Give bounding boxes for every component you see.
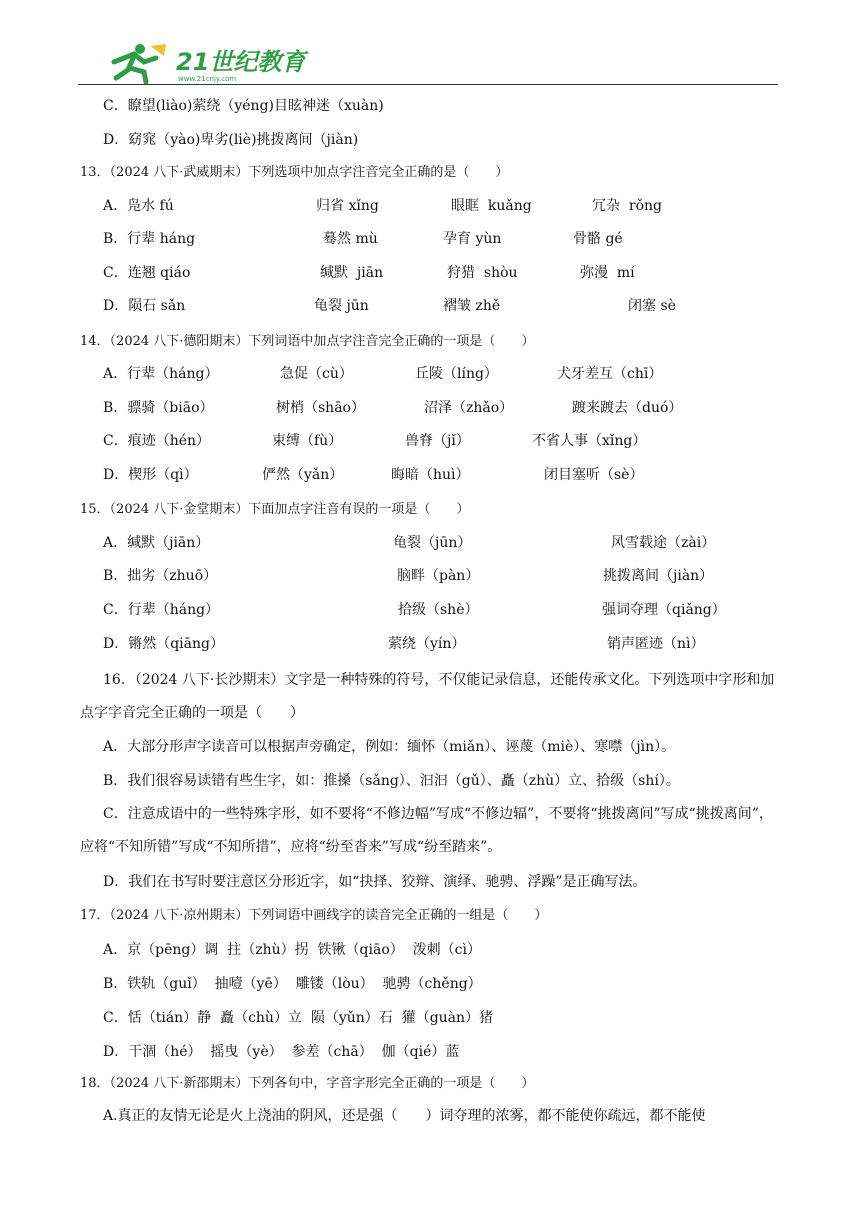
option-cell: C．痕迹（hén） xyxy=(103,433,211,449)
logo xyxy=(100,40,350,84)
option-cell: 沼泽（zhǎo） xyxy=(424,400,514,416)
option-cell: 树梢（shāo） xyxy=(276,400,365,416)
header-rule xyxy=(78,84,778,85)
question-stem: 13．（2024 八下·武威期末）下列选项中加点字注音完全正确的是（ ） xyxy=(80,165,509,180)
q16-option-d: D．我们在书写时要注意区分形近字，如“抉择、狡辩、演绎、驰骋、浮躁”是正确写法。 xyxy=(103,874,647,890)
option-cell: 销声匿迹（nì） xyxy=(607,636,705,652)
option-cell: D．楔形（qì） xyxy=(103,467,198,483)
logo-text: 21世纪教育 xyxy=(176,48,306,76)
option-cell: B．铁轨（guǐ） 抽噎（yē） 雕镂（lòu） 驰骋（chěng） xyxy=(103,976,482,992)
option-cell: 兽脊（jǐ） xyxy=(405,433,470,449)
page-header xyxy=(78,38,778,88)
option-cell: 束缚（fù） xyxy=(272,433,343,449)
option-cell: D．陨石 sǎn xyxy=(103,298,186,314)
option-cell: 闭目塞听（sè） xyxy=(544,467,644,483)
option-cell: 归省 xǐng xyxy=(316,198,379,214)
option-cell: 骨骼 gé xyxy=(573,231,623,247)
option-cell: 孕育 yùn xyxy=(443,231,502,247)
option-cell: 萦绕（yín） xyxy=(388,636,466,652)
option-cell: 冗杂 rǒng xyxy=(592,198,662,214)
option-cell: 挑拨离间（jiàn） xyxy=(603,568,714,584)
q16-stem: 16．（2024 八下·长沙期末）文字是一种特殊的符号，不仅能记录信息，还能传承文化。下列选项中字形和加点字字音完全正确的一项是（ ） xyxy=(80,672,775,721)
q18-option-a: A.真正的友情无论是火上浇油的阴风，还是强（ ）词夺理的浓雾，都不能使你疏远，都不能使 xyxy=(103,1108,706,1124)
option-cell: 褶皱 zhě xyxy=(443,298,501,314)
option-cell: 狩猎 shòu xyxy=(447,265,518,281)
option-cell: 脑畔（pàn） xyxy=(397,568,480,584)
option-cell: A．京（pēng）调 拄（zhù）拐 铁锹（qiāo） 泼刺（cì） xyxy=(103,942,481,958)
option-cell: 俨然（yǎn） xyxy=(262,467,344,483)
question-stem: 14．（2024 八下·德阳期末）下列词语中加点字注音完全正确的一项是（ ） xyxy=(80,334,535,349)
option-cell: D．锵然（qiāng） xyxy=(103,636,224,652)
option-cell: D．干涸（hé） 摇曳（yè） 参差（chā） 伽（qié）蓝 xyxy=(103,1044,460,1060)
option-cell: 拾级（shè） xyxy=(398,602,479,618)
option-line: C．瞭望(liào)萦绕（yéng)目眩神迷（xuàn) xyxy=(103,98,384,114)
option-cell: 弥漫 mí xyxy=(580,265,635,281)
option-cell: 龟裂（jūn） xyxy=(393,535,472,551)
option-cell: B．行辈 háng xyxy=(103,231,196,247)
option-cell: 蓦然 mù xyxy=(323,231,378,247)
option-cell: 丘陵（líng） xyxy=(415,366,498,382)
option-cell: 踱来踱去（duó） xyxy=(572,400,683,416)
option-cell: C．行辈（háng） xyxy=(103,602,220,618)
option-cell: 风雪载途（zài） xyxy=(611,535,716,551)
q16-option-a: A．大部分形声字读音可以根据声旁确定，例如：缅怀（miǎn）、诬蔑（miè）、寒噤（jìn）。 xyxy=(103,739,676,755)
option-cell: 龟裂 jūn xyxy=(314,298,369,314)
option-line: D．窈窕（yào)卑劣(liè)挑拨离间（jiàn) xyxy=(103,132,359,148)
option-cell: A．行辈（háng） xyxy=(103,366,219,382)
option-cell: 缄默 jiān xyxy=(320,265,384,281)
option-cell: 强词夺理（qiǎng） xyxy=(602,602,726,618)
q16-option-c: C．注意成语中的一些特殊字形，如不要将“不修边幅”写成“不修边辐”，不要将“挑拨离间”写成“挑拨离间”，应将“不知所错”写成“不知所措”，应将“纷至沓来”写成“纷至踏来”。 xyxy=(80,806,773,855)
option-cell: 急促（cù） xyxy=(280,366,353,382)
option-cell: B．拙劣（zhuō） xyxy=(103,568,218,584)
option-cell: A．凫水 fú xyxy=(103,198,174,214)
q16-option-b: B．我们很容易读错有些生字，如：推搡（sǎng）、汩汩（gǔ）、矗（zhù）立、拾级（shí）。 xyxy=(103,773,680,789)
logo-url: www.21cnjy.com xyxy=(178,75,237,83)
question-stem: 15．（2024 八下·金堂期末）下面加点字注音有误的一项是（ ） xyxy=(80,502,470,517)
option-cell: C．恬（tián）静 矗（chù）立 陨（yǔn）石 獾（guàn）猪 xyxy=(103,1010,494,1026)
question-stem: 17．（2024 八下·凉州期末）下列词语中画线字的读音完全正确的一组是（ ） xyxy=(80,908,548,923)
option-cell: 闭塞 sè xyxy=(628,298,676,314)
option-cell: 晦暗（huì） xyxy=(391,467,470,483)
option-cell: A．缄默（jiān） xyxy=(103,535,210,551)
question-stem: 18．（2024 八下·新邵期末）下列各句中，字音字形完全正确的一项是（ ） xyxy=(80,1076,535,1091)
option-cell: 眼眶 kuǎng xyxy=(451,198,532,214)
option-cell: 犬牙差互（chī） xyxy=(557,366,663,382)
option-cell: C．连翘 qiáo xyxy=(103,265,191,281)
runner-icon xyxy=(114,44,166,82)
option-cell: 不省人事（xǐng） xyxy=(532,433,647,449)
option-cell: B．骠骑（biāo） xyxy=(103,400,214,416)
